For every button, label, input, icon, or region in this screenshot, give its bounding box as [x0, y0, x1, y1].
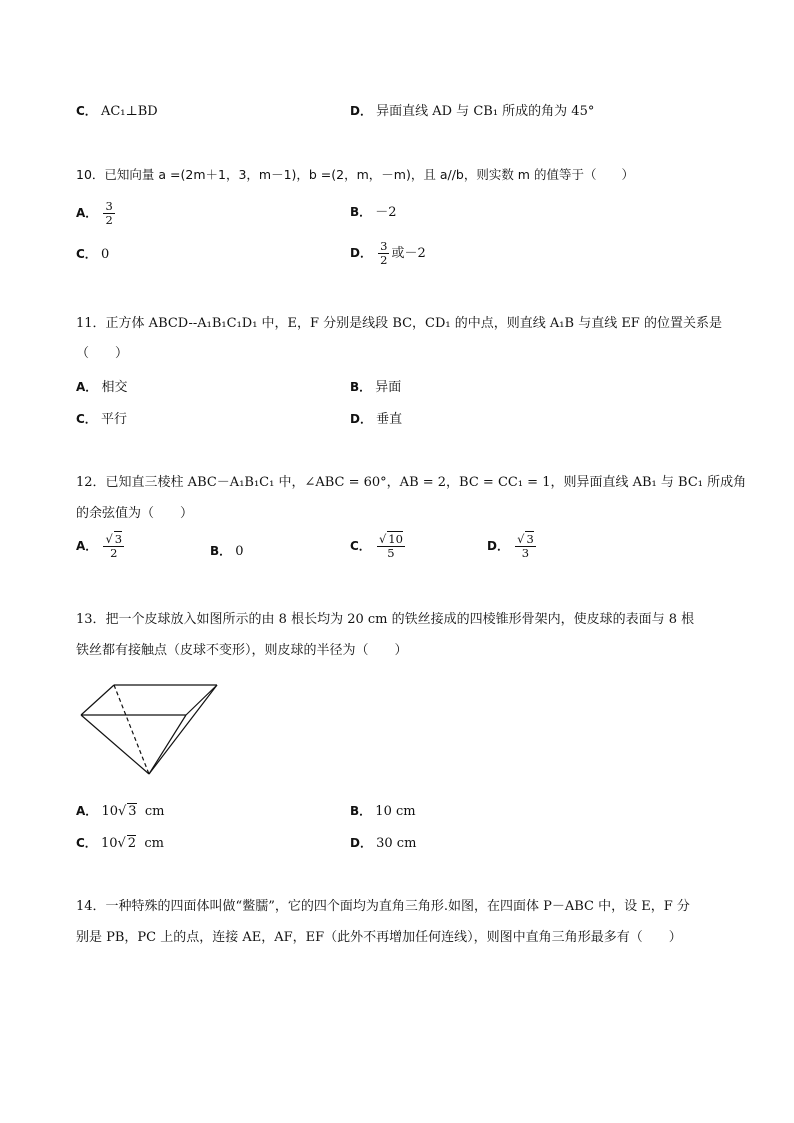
radicand: 3: [114, 532, 123, 546]
option-text: 垂直: [376, 412, 403, 427]
q10-option-b: [350, 203, 397, 222]
option-label: D．: [350, 104, 372, 118]
numerator: √ 3: [105, 532, 123, 546]
q11-option-c: [76, 410, 127, 429]
option-label: C．: [76, 104, 97, 118]
q12-option-c: [350, 533, 407, 560]
numerator: √ 3: [517, 532, 534, 546]
option-text: 异面: [375, 380, 402, 395]
edge: [81, 715, 149, 774]
denominator: 2: [110, 546, 118, 560]
option-label: C．: [76, 412, 97, 426]
q9-option-d: [350, 102, 594, 121]
option-label: D．: [487, 539, 509, 553]
edge: [81, 685, 114, 715]
q13-option-d: [350, 834, 416, 853]
option-text: 平行: [100, 412, 127, 427]
q11-option-d: [350, 410, 402, 429]
option-label: B．: [210, 544, 232, 558]
q10-option-d: [350, 240, 426, 267]
option-label: A．: [76, 804, 98, 818]
denominator: 2: [105, 213, 113, 227]
denominator: 5: [387, 546, 395, 560]
q12-option-b: [210, 542, 244, 561]
fraction: [103, 533, 124, 560]
numerator: 3: [105, 199, 113, 213]
option-label: A．: [76, 380, 98, 394]
option-label: B．: [350, 804, 372, 818]
denominator: 3: [521, 546, 530, 560]
coefficient: 10: [101, 804, 118, 819]
numerator: √ 10: [378, 532, 403, 546]
hidden-edge: [114, 685, 149, 774]
radicand: 2: [127, 836, 137, 851]
option-label: A．: [76, 539, 98, 553]
pyramid-figure: [76, 678, 226, 783]
q13-stem-line2: 铁丝都有接触点（皮球不变形），则皮球的半径为（ ）: [76, 643, 408, 658]
coefficient: 10: [100, 836, 118, 851]
q13-option-b: [350, 802, 416, 821]
option-label: C．: [76, 247, 97, 261]
numerator: 3: [380, 239, 388, 253]
option-text: 相交: [101, 380, 128, 395]
option-label: C．: [350, 539, 371, 553]
q10-option-c: [76, 245, 109, 264]
q12-option-a: [76, 533, 126, 560]
edge: [149, 685, 217, 774]
option-label: D．: [350, 246, 372, 260]
fraction: [377, 533, 405, 560]
fraction: [103, 200, 114, 227]
edge: [186, 685, 217, 715]
option-suffix: 或－2: [391, 246, 426, 261]
q14-stem-line1: 14．一种特殊的四面体叫做“鳖臑”，它的四个面均为直角三角形.如图，在四面体 P－ABC 中，设 E，F 分: [76, 899, 690, 914]
unit: cm: [144, 804, 165, 819]
option-text: 30 cm: [376, 836, 417, 851]
q12-stem-line1: 12．已知直三棱柱 ABC－A₁B₁C₁ 中，∠ABC = 60°，AB = 2，BC = CC₁ = 1，则异面直线 AB₁ 与 BC₁ 所成角: [76, 475, 747, 490]
option-label: D．: [350, 836, 372, 850]
q11-option-b: [350, 378, 401, 397]
radicand: 10: [388, 532, 403, 546]
q11-stem-line2: （ ）: [76, 346, 129, 361]
radicand: 3: [128, 804, 137, 819]
q12-stem-line2: 的余弦值为（ ）: [76, 506, 194, 521]
option-label: D．: [350, 412, 372, 426]
q13-option-a: A． 10√ 3 cm: [76, 804, 165, 819]
fraction: [378, 240, 389, 267]
option-label: C．: [76, 836, 97, 850]
q14-stem-line2: 别是 PB，PC 上的点，连接 AE，AF，EF（此外不再增加任何连线），则图中直角三角形最多有（ ）: [76, 930, 682, 945]
q10-option-a: [76, 200, 117, 227]
q13-stem-line1: 13．把一个皮球放入如图所示的由 8 根长均为 20 cm 的铁丝接成的四棱锥形骨架内，使皮球的表面与 8 根: [76, 612, 695, 627]
unit: cm: [144, 836, 164, 851]
denominator: 2: [380, 253, 388, 267]
q13-option-c: C． 10√ 2 cm: [76, 836, 164, 851]
fraction: [515, 533, 536, 560]
option-text: 10 cm: [375, 804, 416, 819]
q11-stem-line1: 11．正方体 ABCD--A₁B₁C₁D₁ 中，E，F 分别是线段 BC，CD₁ 的中点，则直线 A₁B 与直线 EF 的位置关系是: [76, 316, 722, 331]
option-text: 0: [100, 247, 110, 262]
option-label: A．: [76, 206, 98, 220]
radicand: 3: [526, 532, 534, 546]
option-text: 异面直线 AD 与 CB₁ 所成的角为 45°: [376, 104, 595, 119]
option-text: AC₁⊥BD: [100, 104, 158, 119]
option-text: －2: [375, 205, 397, 220]
option-text: 0: [235, 544, 244, 559]
q9-option-c: [76, 102, 158, 121]
edge: [149, 715, 186, 774]
q12-option-d: [487, 533, 538, 560]
q10-stem: 10．已知向量 a =(2m＋1，3，m－1)，b =(2，m，－m)，且 a//b，则实数 m 的值等于（ ）: [76, 167, 634, 182]
option-label: B．: [350, 380, 372, 394]
option-label: B．: [350, 205, 372, 219]
q11-option-a: [76, 378, 127, 397]
